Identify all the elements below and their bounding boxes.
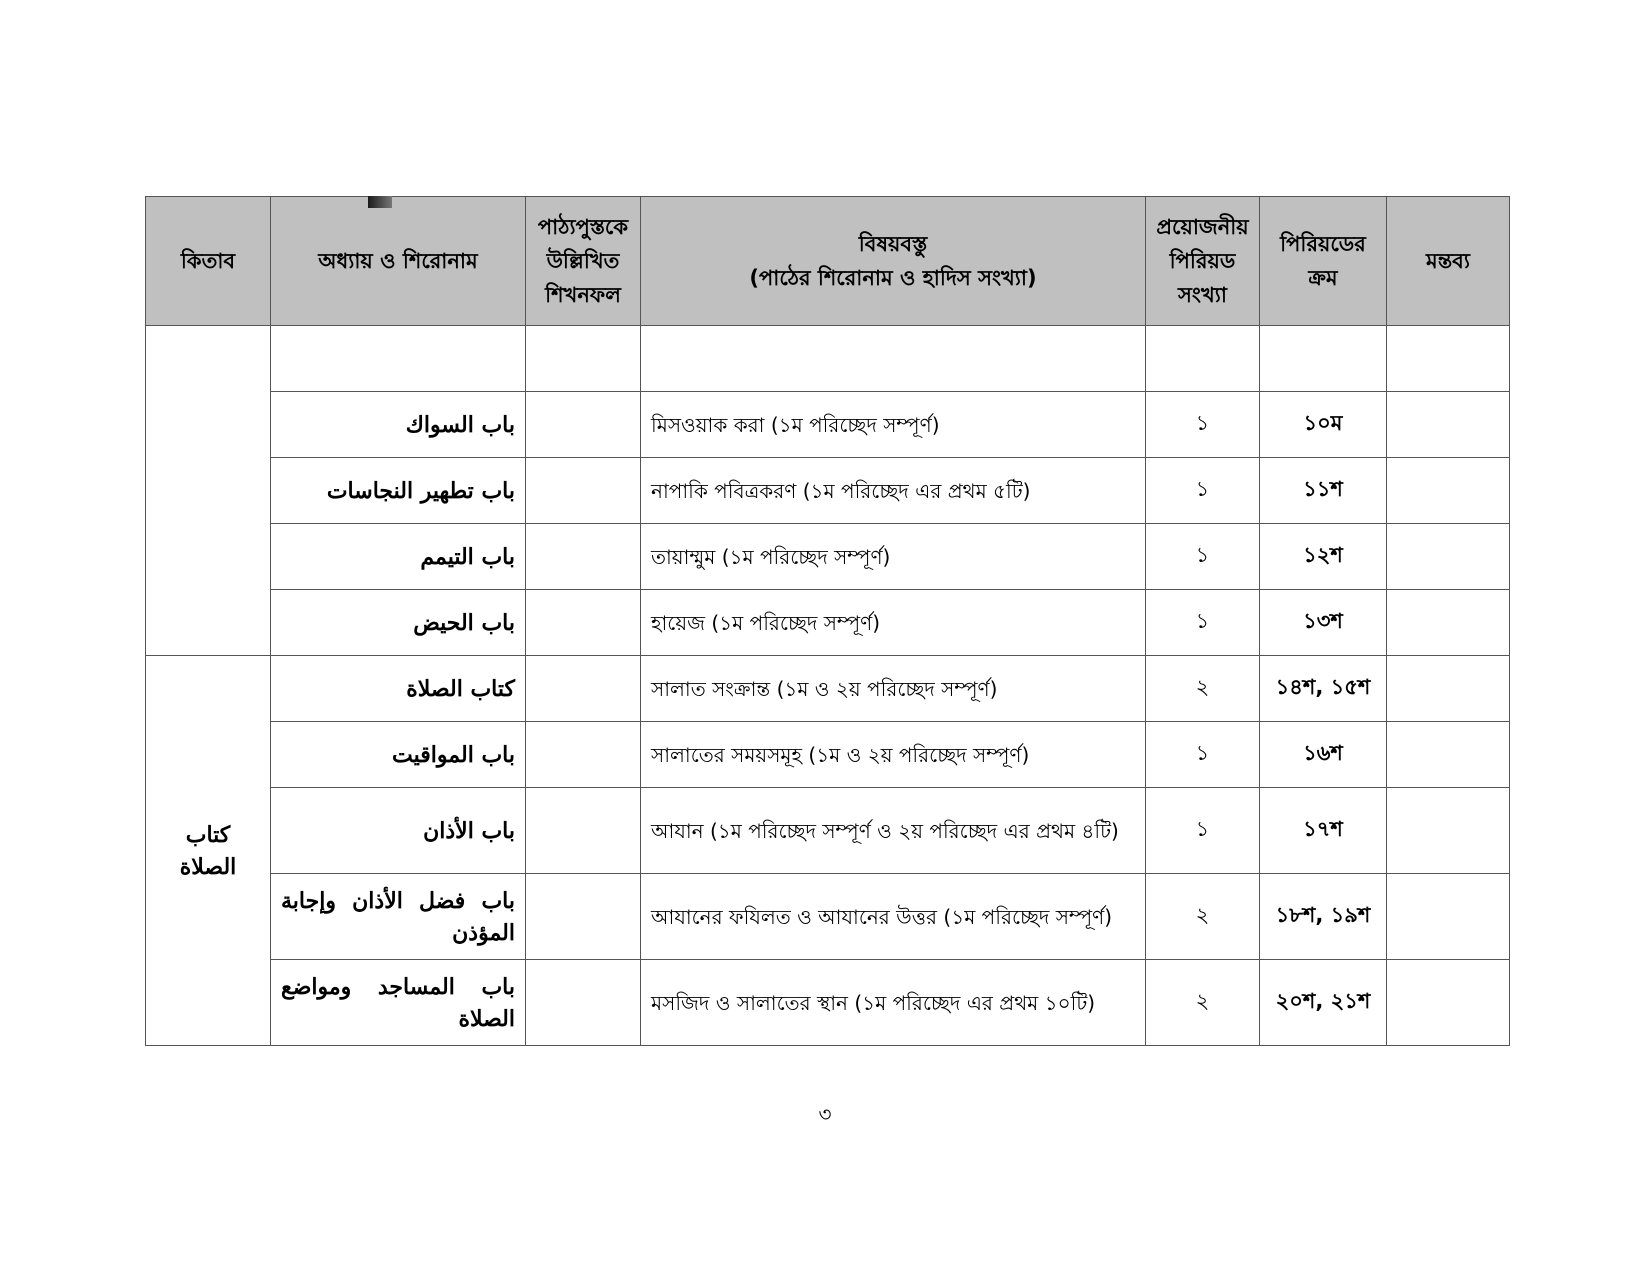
outcome-cell <box>526 392 641 458</box>
outcome-cell <box>526 960 641 1046</box>
outcome-cell <box>526 722 641 788</box>
chapter-cell: كتاب الصلاة <box>271 656 526 722</box>
periods-cell: ১ <box>1146 524 1260 590</box>
periods-cell: ১ <box>1146 458 1260 524</box>
remarks-cell <box>1387 458 1510 524</box>
outcome-cell <box>526 656 641 722</box>
page-number: ৩ <box>818 1102 832 1126</box>
header-content: বিষয়বস্তু (পাঠের শিরোনাম ও হাদিস সংখ্যা) <box>641 197 1146 326</box>
chapter-cell: باب الحيض <box>271 590 526 656</box>
content-cell: মিসওয়াক করা (১ম পরিচ্ছেদ সম্পূর্ণ) <box>641 392 1146 458</box>
chapter-cell: باب التيمم <box>271 524 526 590</box>
table-row <box>146 524 1510 590</box>
chapter-cell: باب فضل الأذان وإجابة المؤذن <box>271 874 526 960</box>
periods-cell: ১ <box>1146 722 1260 788</box>
chapter-cell: باب المواقيت <box>271 722 526 788</box>
content-cell: তায়াম্মুম (১ম পরিচ্ছেদ সম্পূর্ণ) <box>641 524 1146 590</box>
chapter-cell: باب تطهير النجاسات <box>271 458 526 524</box>
kitab-cell-group1 <box>146 326 271 656</box>
periods-cell: ১ <box>1146 392 1260 458</box>
header-chapter: অধ্যায় ও শিরোনাম <box>271 197 526 326</box>
outcome-cell <box>526 590 641 656</box>
order-cell <box>1260 326 1387 392</box>
content-cell: মসজিদ ও সালাতের স্থান (১ম পরিচ্ছেদ এর প্রথম ১০টি) <box>641 960 1146 1046</box>
remarks-cell <box>1387 524 1510 590</box>
content-cell: আযানের ফযিলত ও আযানের উত্তর (১ম পরিচ্ছেদ সম্পূর্ণ) <box>641 874 1146 960</box>
order-cell: ১৬শ <box>1260 722 1387 788</box>
order-cell: ১৮শ, ১৯শ <box>1260 874 1387 960</box>
outcome-cell <box>526 326 641 392</box>
chapter-cell <box>271 326 526 392</box>
content-cell: নাপাকি পবিত্রকরণ (১ম পরিচ্ছেদ এর প্রথম ৫টি) <box>641 458 1146 524</box>
remarks-cell <box>1387 722 1510 788</box>
periods-cell: ১ <box>1146 590 1260 656</box>
periods-cell: ২ <box>1146 656 1260 722</box>
order-cell: ১১শ <box>1260 458 1387 524</box>
header-periods: প্রয়োজনীয় পিরিয়ড সংখ্যা <box>1146 197 1260 326</box>
chapter-cell: باب الأذان <box>271 788 526 874</box>
periods-cell: ২ <box>1146 874 1260 960</box>
table-row <box>146 656 1510 722</box>
table-header-row <box>146 197 1510 326</box>
content-cell: সালাতের সময়সমূহ (১ম ও ২য় পরিচ্ছেদ সম্পূর্ণ) <box>641 722 1146 788</box>
remarks-cell <box>1387 590 1510 656</box>
remarks-cell <box>1387 656 1510 722</box>
order-cell: ১৩শ <box>1260 590 1387 656</box>
header-remarks: মন্তব্য <box>1387 197 1510 326</box>
content-cell: সালাত সংক্রান্ত (১ম ও ২য় পরিচ্ছেদ সম্পূর্ণ) <box>641 656 1146 722</box>
header-order: পিরিয়ডের ক্রম <box>1260 197 1387 326</box>
order-cell: ২০শ, ২১শ <box>1260 960 1387 1046</box>
remarks-cell <box>1387 788 1510 874</box>
outcome-cell <box>526 524 641 590</box>
table-row <box>146 590 1510 656</box>
remarks-cell <box>1387 326 1510 392</box>
chapter-cell: باب المساجد ومواضع الصلاة <box>271 960 526 1046</box>
outcome-cell <box>526 458 641 524</box>
header-kitab: কিতাব <box>146 197 271 326</box>
header-outcome: পাঠ্যপুস্তকে উল্লিখিত শিখনফল <box>526 197 641 326</box>
periods-cell: ১ <box>1146 788 1260 874</box>
table-row <box>146 788 1510 874</box>
table-row <box>146 960 1510 1046</box>
periods-cell: ২ <box>1146 960 1260 1046</box>
chapter-cell: باب السواك <box>271 392 526 458</box>
order-cell: ১৪শ, ১৫শ <box>1260 656 1387 722</box>
content-cell <box>641 326 1146 392</box>
header-decoration-bar <box>368 196 392 208</box>
outcome-cell <box>526 874 641 960</box>
table-row <box>146 874 1510 960</box>
order-cell: ১৭শ <box>1260 788 1387 874</box>
order-cell: ১০ম <box>1260 392 1387 458</box>
kitab-cell-group2: كتاب الصلاة <box>146 656 271 1046</box>
order-cell: ১২শ <box>1260 524 1387 590</box>
table-row <box>146 722 1510 788</box>
table-row <box>146 392 1510 458</box>
table-row <box>146 458 1510 524</box>
periods-cell <box>1146 326 1260 392</box>
outcome-cell <box>526 788 641 874</box>
remarks-cell <box>1387 960 1510 1046</box>
syllabus-table <box>145 196 1510 1046</box>
content-cell: আযান (১ম পরিচ্ছেদ সম্পূর্ণ ও ২য় পরিচ্ছেদ এর প্রথম ৪টি) <box>641 788 1146 874</box>
remarks-cell <box>1387 392 1510 458</box>
remarks-cell <box>1387 874 1510 960</box>
content-cell: হায়েজ (১ম পরিচ্ছেদ সম্পূর্ণ) <box>641 590 1146 656</box>
table-row <box>146 326 1510 392</box>
